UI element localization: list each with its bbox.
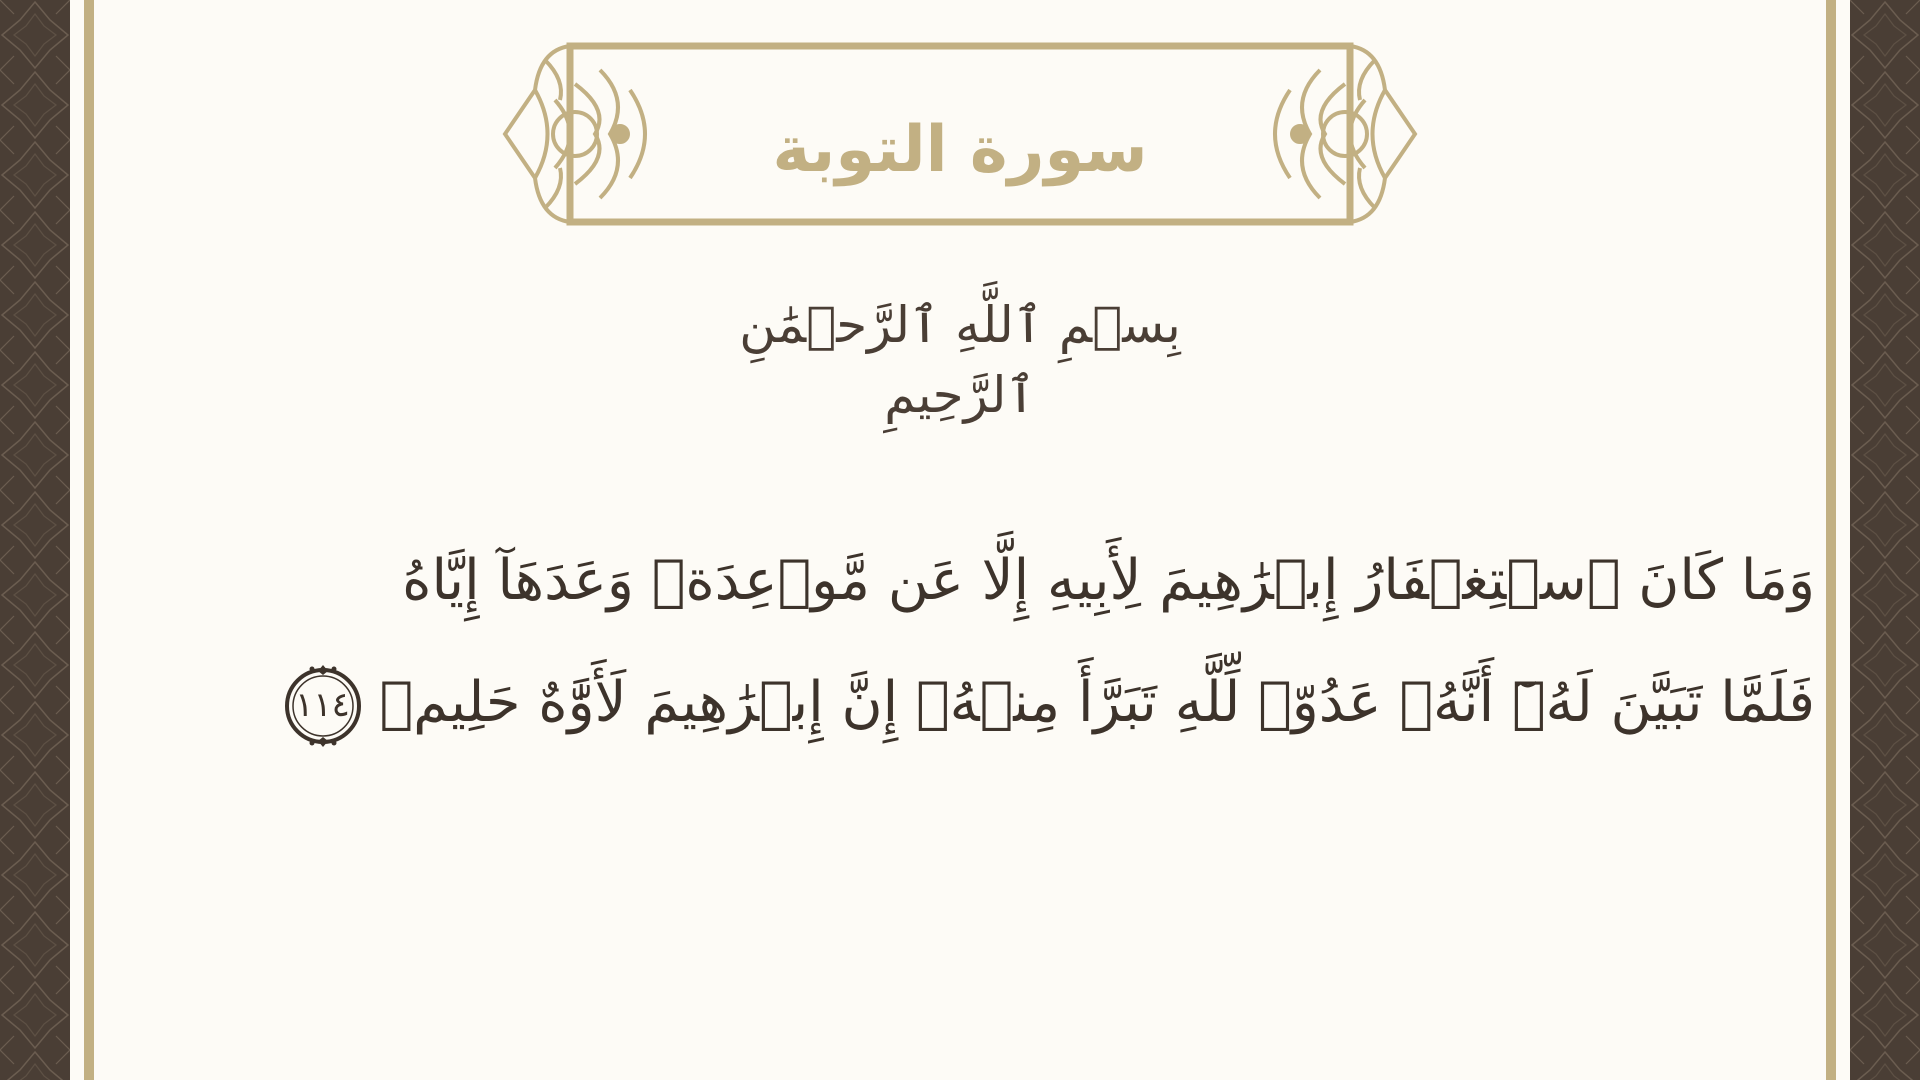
verse-line-1: وَمَا كَانَ ٱسۡتِغۡفَارُ إِبۡرَٰهِيمَ لِأَبِيهِ إِلَّا عَن مَّوۡعِدَةٖ وَعَدَهَآ إِيَّاهُ <box>402 548 1815 613</box>
geometric-pattern-icon <box>0 0 70 1080</box>
ayah-number: ١١٤ <box>295 684 350 725</box>
verse-text <box>295 520 1815 764</box>
right-gold-frame-line <box>1826 0 1836 1080</box>
right-pattern-border <box>1850 0 1920 1080</box>
left-pattern-border <box>0 0 70 1080</box>
surah-title-banner <box>500 40 1420 230</box>
geometric-pattern-icon <box>1850 0 1920 1080</box>
verse-line-2 <box>295 642 1815 764</box>
left-gold-frame-line <box>84 0 94 1080</box>
verse-line-2-text: فَلَمَّا تَبَيَّنَ لَهُۥٓ أَنَّهُۥ عَدُوّٞ لِّلَّهِ تَبَرَّأَ مِنۡهُۚ إِنَّ إِبۡرَٰهِيمَ لَأَوَّٰهٌ حَلِيمٞ <box>379 670 1815 735</box>
basmala: بِسۡمِ ٱللَّهِ ٱلرَّحۡمَٰنِ ٱلرَّحِيمِ <box>739 296 1181 424</box>
ayah-end-marker-icon <box>280 663 366 749</box>
surah-title: سورة التوبة <box>772 113 1148 187</box>
